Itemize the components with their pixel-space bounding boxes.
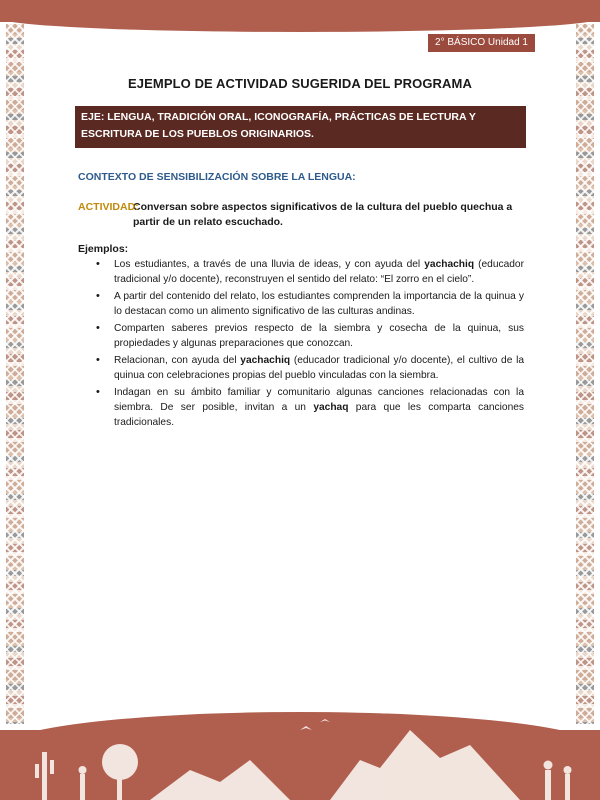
andean-landscape-illustration [0,690,600,800]
mountain-shape [330,730,520,800]
mountain-shape [150,760,290,800]
cactus-shape [42,752,47,800]
right-andean-pattern-border [576,24,594,724]
left-andean-pattern-border [6,24,24,724]
actividad-label: ACTIVIDAD: [78,201,139,213]
list-item: • Indagan en su ámbito familiar y comunitario algunas canciones relacionadas con la siembra. De ser posible, invitan a un yachaq para que les comparta canciones tradicionales. [96,385,524,430]
person-head [564,766,572,774]
actividad-block [78,200,528,230]
list-item: • Relacionan, con ayuda del yachachiq (educador tradicional y/o docente), el cultivo de la quinua con celebraciones propias del pueblo vinculadas con la siembra. [96,353,524,383]
person-figure [565,774,570,800]
list-item: • A partir del contenido del relato, los estudiantes comprenden la importancia de la quinua y lo destacan como un alimento significativo de las culturas andinas. [96,289,524,319]
eje-banner: EJE: LENGUA, TRADICIÓN ORAL, ICONOGRAFÍA, PRÁCTICAS DE LECTURA Y ESCRITURA DE LOS PUEBLOS ORIGINARIOS. [75,106,526,148]
contexto-heading: CONTEXTO DE SENSIBILIZACIÓN SOBRE LA LENGUA: [78,171,356,183]
bird-shape [320,719,330,722]
list-item: • Comparten saberes previos respecto de la siembra y cosecha de la quinua, sus propiedades y algunas preparaciones que conozcan. [96,321,524,351]
cactus-shape [35,764,39,778]
page-title: EJEMPLO DE ACTIVIDAD SUGERIDA DEL PROGRAMA [128,76,472,91]
cactus-shape [50,760,54,774]
person-head [79,766,87,774]
grade-unit-badge: 2° BÁSICO Unidad 1 [428,34,535,52]
person-figure [545,770,551,800]
list-item: • Los estudiantes, a través de una lluvia de ideas, y con ayuda del yachachiq (educador tradicional y/o docente), reconstruyen el sentido del relato: “El zorro en el cielo”. [96,257,524,287]
ejemplos-label: Ejemplos: [78,243,129,255]
top-decorative-band [0,0,600,22]
tree-trunk-shape [117,772,122,800]
person-head [544,761,553,770]
actividad-text: Conversan sobre aspectos significativos de la cultura del pueblo quechua a partir de un relato escuchado. [133,201,513,228]
person-figure [80,774,85,800]
bird-shape [300,726,312,730]
examples-list [96,257,524,432]
